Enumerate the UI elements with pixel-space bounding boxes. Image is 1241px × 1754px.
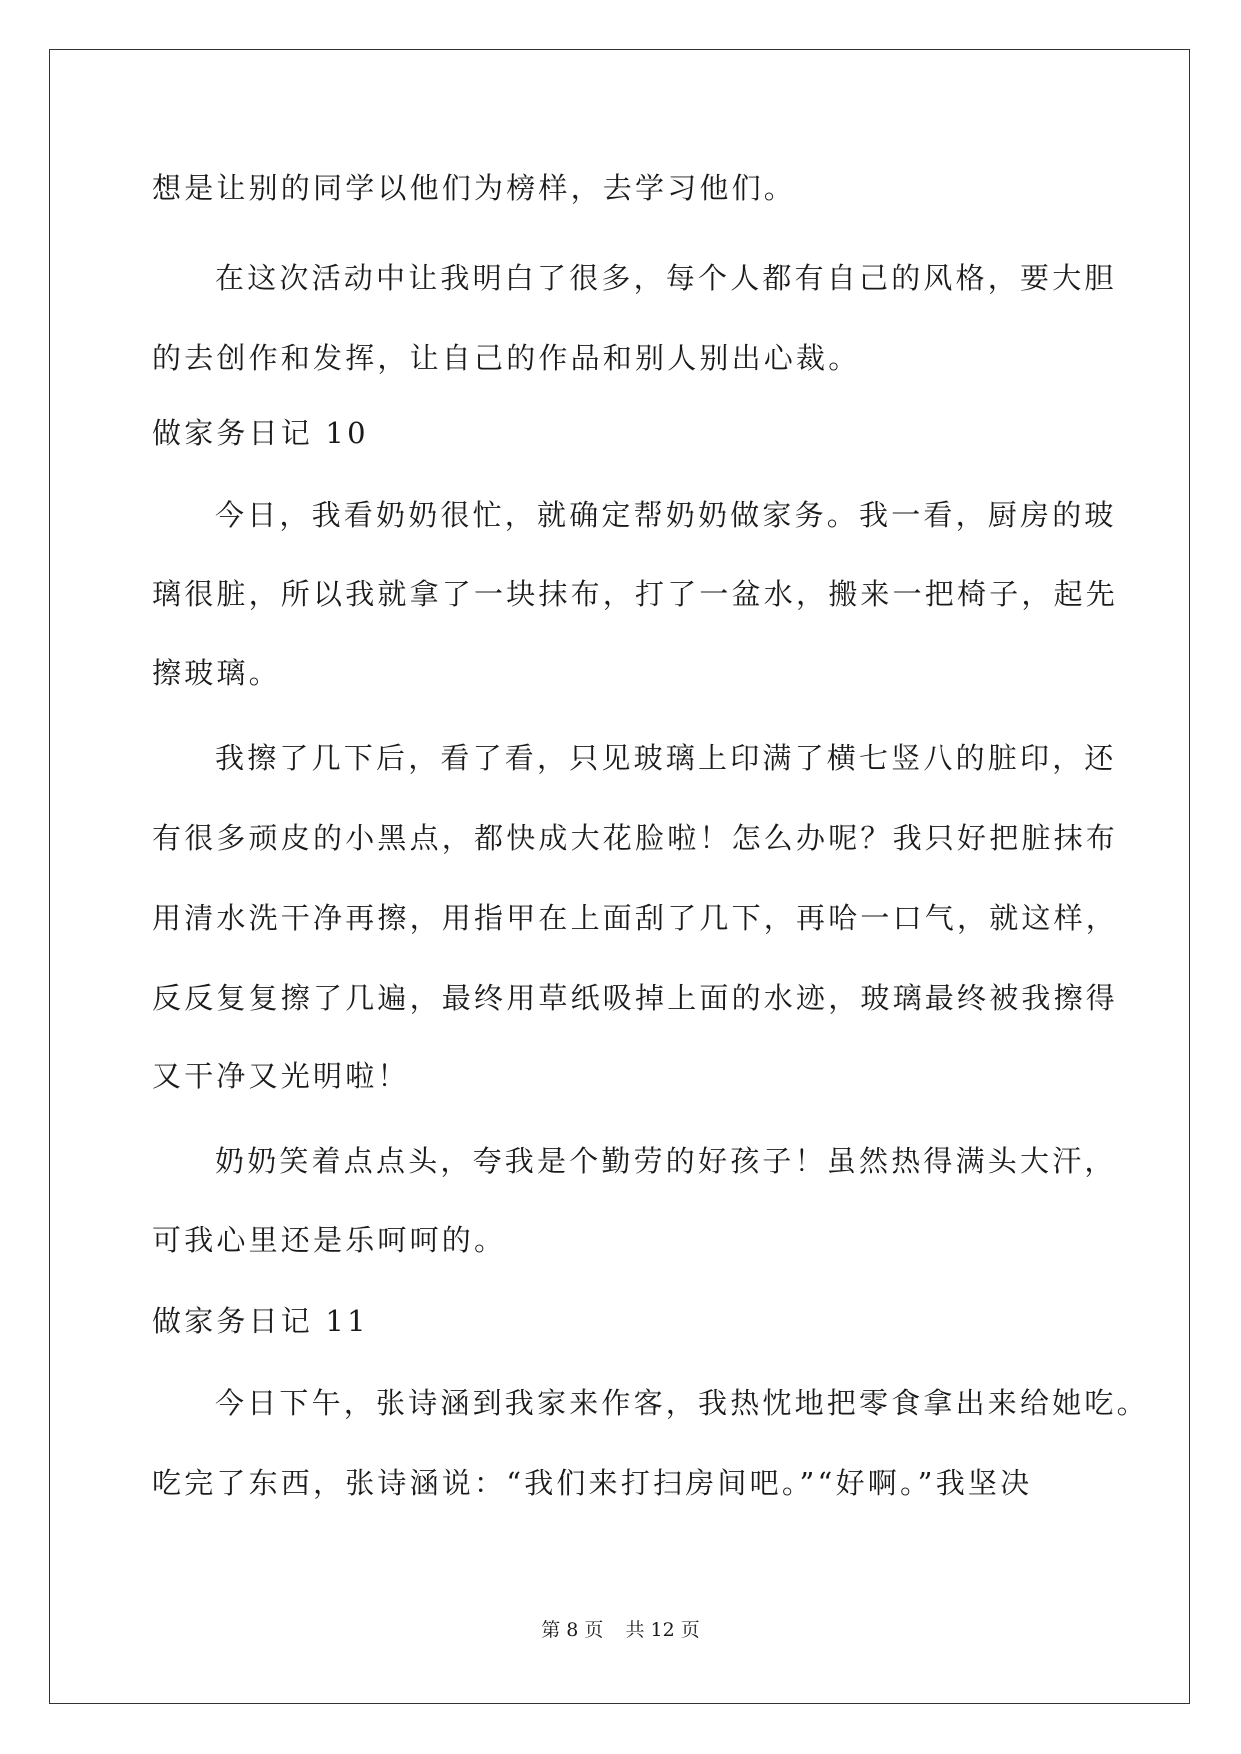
text-line: 用清水洗干净再擦，用指甲在上面刮了几下，再哈一口气，就这样， (152, 901, 1119, 935)
text-line: 想是让别的同学以他们为榜样，去学习他们。 (152, 171, 797, 205)
total-pages: 共 12 页 (625, 1619, 700, 1641)
current-page-number: 第 8 页 (541, 1619, 604, 1641)
section-heading: 做家务日记 10 (152, 416, 369, 450)
text-line: 有很多顽皮的小黑点，都快成大花脸啦！怎么办呢？我只好把脏抹布 (152, 821, 1119, 855)
text-line: 可我心里还是乐呵呵的。 (152, 1223, 507, 1257)
section-heading: 做家务日记 11 (152, 1304, 369, 1338)
text-line: 在这次活动中让我明白了很多，每个人都有自己的风格，要大胆 (215, 261, 1117, 295)
text-line: 我擦了几下后，看了看，只见玻璃上印满了横七竖八的脏印，还 (215, 741, 1117, 775)
text-line: 璃很脏，所以我就拿了一块抹布，打了一盆水，搬来一把椅子，起先 (152, 577, 1119, 611)
text-line: 今日下午，张诗涵到我家来作客，我热忱地把零食拿出来给她吃。 (215, 1386, 1149, 1420)
text-line: 今日，我看奶奶很忙，就确定帮奶奶做家务。我一看，厨房的玻 (215, 498, 1117, 532)
text-line: 的去创作和发挥，让自己的作品和别人别出心裁。 (152, 341, 861, 375)
text-line: 擦玻璃。 (152, 656, 281, 690)
text-line: 吃完了东西，张诗涵说：“我们来打扫房间吧。”“好啊。”我坚决 (152, 1466, 1033, 1500)
text-line: 奶奶笑着点点头，夸我是个勤劳的好孩子！虽然热得满头大汗， (215, 1144, 1117, 1178)
text-line: 又干净又光明啦！ (152, 1059, 410, 1093)
text-line: 反反复复擦了几遍，最终用草纸吸掉上面的水迹，玻璃最终被我擦得 (152, 981, 1119, 1015)
page-footer (0, 1618, 1241, 1642)
